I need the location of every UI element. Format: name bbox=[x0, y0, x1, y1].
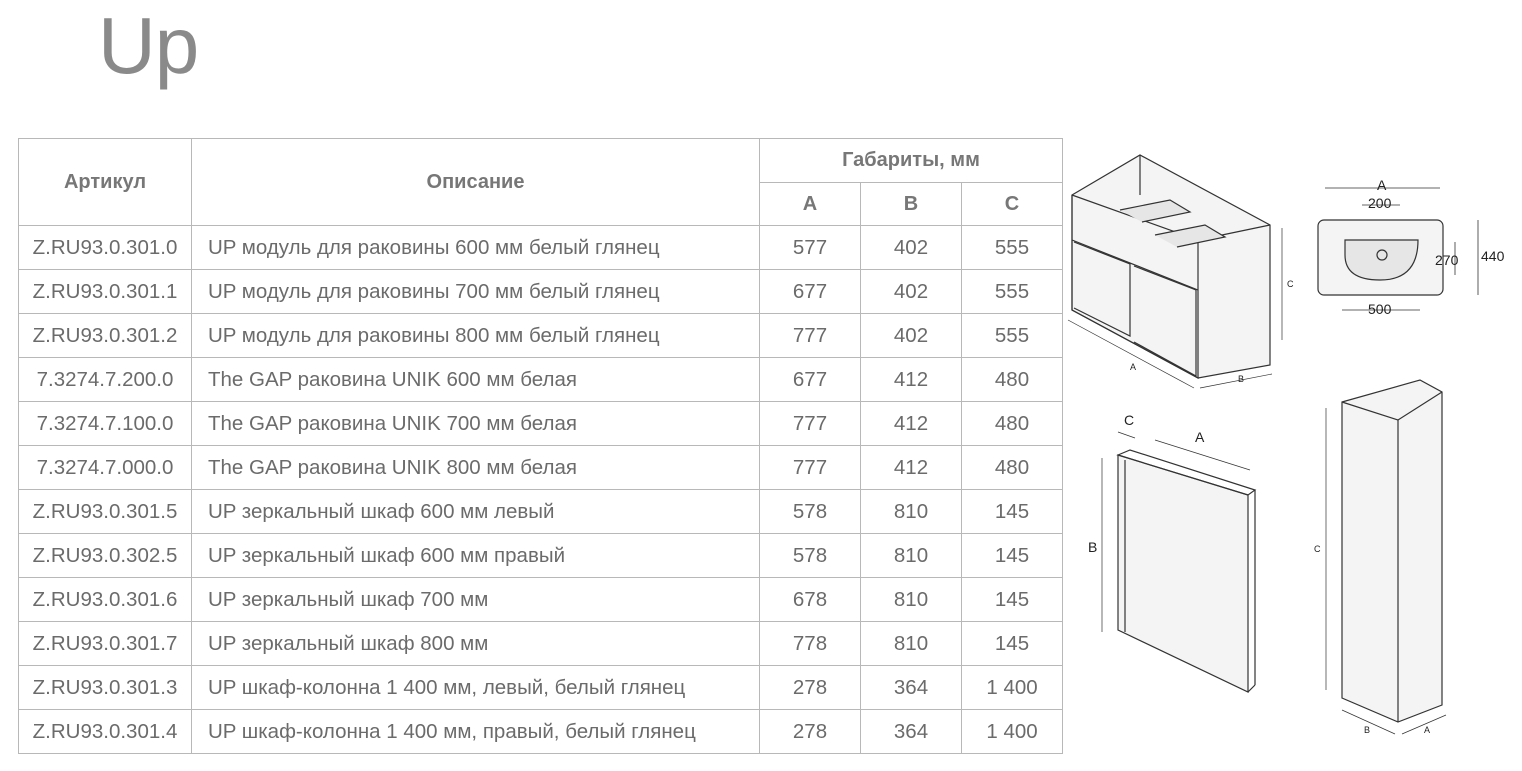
table-row bbox=[19, 534, 1063, 578]
mirror-label-b: B bbox=[1088, 539, 1098, 555]
cell-c: 1 400 bbox=[962, 666, 1063, 710]
cell-article: 7.3274.7.200.0 bbox=[19, 358, 192, 402]
cell-b: 364 bbox=[861, 710, 962, 754]
header-a: A bbox=[760, 183, 861, 226]
cell-c: 145 bbox=[962, 534, 1063, 578]
cell-a: 677 bbox=[760, 358, 861, 402]
cell-article: Z.RU93.0.301.0 bbox=[19, 226, 192, 270]
cell-description: UP зеркальный шкаф 800 мм bbox=[192, 622, 760, 666]
cell-a: 578 bbox=[760, 490, 861, 534]
table-row bbox=[19, 402, 1063, 446]
vanity-label-b: B bbox=[1238, 374, 1245, 384]
cell-c: 555 bbox=[962, 314, 1063, 358]
cell-b: 412 bbox=[861, 358, 962, 402]
cell-article: 7.3274.7.000.0 bbox=[19, 446, 192, 490]
table-row bbox=[19, 446, 1063, 490]
cell-a: 278 bbox=[760, 666, 861, 710]
basin-drawing bbox=[1318, 188, 1478, 310]
table-row bbox=[19, 314, 1063, 358]
cell-description: UP шкаф-колонна 1 400 мм, правый, белый глянец bbox=[192, 710, 760, 754]
vanity-drawing bbox=[1068, 155, 1282, 388]
cell-description: UP зеркальный шкаф 700 мм bbox=[192, 578, 760, 622]
column-label-b: B bbox=[1364, 725, 1371, 735]
cell-b: 810 bbox=[861, 622, 962, 666]
cell-c: 145 bbox=[962, 578, 1063, 622]
technical-drawings bbox=[1060, 140, 1515, 760]
cell-a: 777 bbox=[760, 314, 861, 358]
cell-c: 145 bbox=[962, 622, 1063, 666]
cell-c: 145 bbox=[962, 490, 1063, 534]
table-row bbox=[19, 490, 1063, 534]
table-row bbox=[19, 622, 1063, 666]
cell-a: 777 bbox=[760, 446, 861, 490]
table-row bbox=[19, 666, 1063, 710]
cell-a: 778 bbox=[760, 622, 861, 666]
cell-c: 1 400 bbox=[962, 710, 1063, 754]
cell-article: Z.RU93.0.301.2 bbox=[19, 314, 192, 358]
cell-description: UP шкаф-колонна 1 400 мм, левый, белый глянец bbox=[192, 666, 760, 710]
cell-b: 412 bbox=[861, 402, 962, 446]
header-description: Описание bbox=[192, 139, 760, 226]
cell-b: 810 bbox=[861, 490, 962, 534]
cell-b: 402 bbox=[861, 314, 962, 358]
cell-article: Z.RU93.0.302.5 bbox=[19, 534, 192, 578]
table-row bbox=[19, 226, 1063, 270]
cell-b: 402 bbox=[861, 270, 962, 314]
cell-description: The GAP раковина UNIK 800 мм белая bbox=[192, 446, 760, 490]
table-row bbox=[19, 578, 1063, 622]
cell-a: 677 bbox=[760, 270, 861, 314]
header-b: B bbox=[861, 183, 962, 226]
cell-a: 577 bbox=[760, 226, 861, 270]
column-drawing bbox=[1326, 380, 1446, 734]
cell-b: 810 bbox=[861, 534, 962, 578]
mirror-drawing bbox=[1102, 432, 1255, 692]
cell-a: 678 bbox=[760, 578, 861, 622]
mirror-label-a: A bbox=[1195, 429, 1205, 445]
header-c: C bbox=[962, 183, 1063, 226]
header-dimensions: Габариты, мм bbox=[760, 139, 1063, 183]
cell-description: UP модуль для раковины 800 мм белый глянец bbox=[192, 314, 760, 358]
column-label-c: C bbox=[1314, 544, 1321, 554]
header-article: Артикул bbox=[19, 139, 192, 226]
cell-description: The GAP раковина UNIK 700 мм белая bbox=[192, 402, 760, 446]
cell-c: 555 bbox=[962, 226, 1063, 270]
cell-a: 278 bbox=[760, 710, 861, 754]
cell-article: Z.RU93.0.301.3 bbox=[19, 666, 192, 710]
cell-a: 777 bbox=[760, 402, 861, 446]
basin-label-200: 200 bbox=[1368, 195, 1392, 211]
table-row bbox=[19, 358, 1063, 402]
table-row bbox=[19, 710, 1063, 754]
cell-article: Z.RU93.0.301.6 bbox=[19, 578, 192, 622]
cell-b: 810 bbox=[861, 578, 962, 622]
column-label-a: A bbox=[1424, 725, 1431, 735]
basin-label-440: 440 bbox=[1481, 248, 1505, 264]
cell-c: 480 bbox=[962, 446, 1063, 490]
cell-article: Z.RU93.0.301.7 bbox=[19, 622, 192, 666]
table-row bbox=[19, 270, 1063, 314]
cell-description: UP зеркальный шкаф 600 мм левый bbox=[192, 490, 760, 534]
brand-title: Up bbox=[98, 1, 199, 90]
cell-c: 480 bbox=[962, 402, 1063, 446]
cell-article: 7.3274.7.100.0 bbox=[19, 402, 192, 446]
cell-description: The GAP раковина UNIK 600 мм белая bbox=[192, 358, 760, 402]
cell-article: Z.RU93.0.301.5 bbox=[19, 490, 192, 534]
cell-b: 402 bbox=[861, 226, 962, 270]
spec-table bbox=[18, 138, 1063, 754]
vanity-label-a: A bbox=[1130, 362, 1137, 372]
basin-label-a: A bbox=[1377, 177, 1387, 193]
cell-c: 555 bbox=[962, 270, 1063, 314]
basin-label-500: 500 bbox=[1368, 301, 1392, 317]
cell-article: Z.RU93.0.301.1 bbox=[19, 270, 192, 314]
cell-b: 364 bbox=[861, 666, 962, 710]
basin-label-270: 270 bbox=[1435, 252, 1459, 268]
cell-b: 412 bbox=[861, 446, 962, 490]
cell-description: UP зеркальный шкаф 600 мм правый bbox=[192, 534, 760, 578]
cell-description: UP модуль для раковины 600 мм белый глянец bbox=[192, 226, 760, 270]
cell-a: 578 bbox=[760, 534, 861, 578]
vanity-label-c: C bbox=[1287, 279, 1294, 289]
cell-description: UP модуль для раковины 700 мм белый глянец bbox=[192, 270, 760, 314]
cell-c: 480 bbox=[962, 358, 1063, 402]
mirror-label-c: C bbox=[1124, 412, 1135, 428]
cell-article: Z.RU93.0.301.4 bbox=[19, 710, 192, 754]
